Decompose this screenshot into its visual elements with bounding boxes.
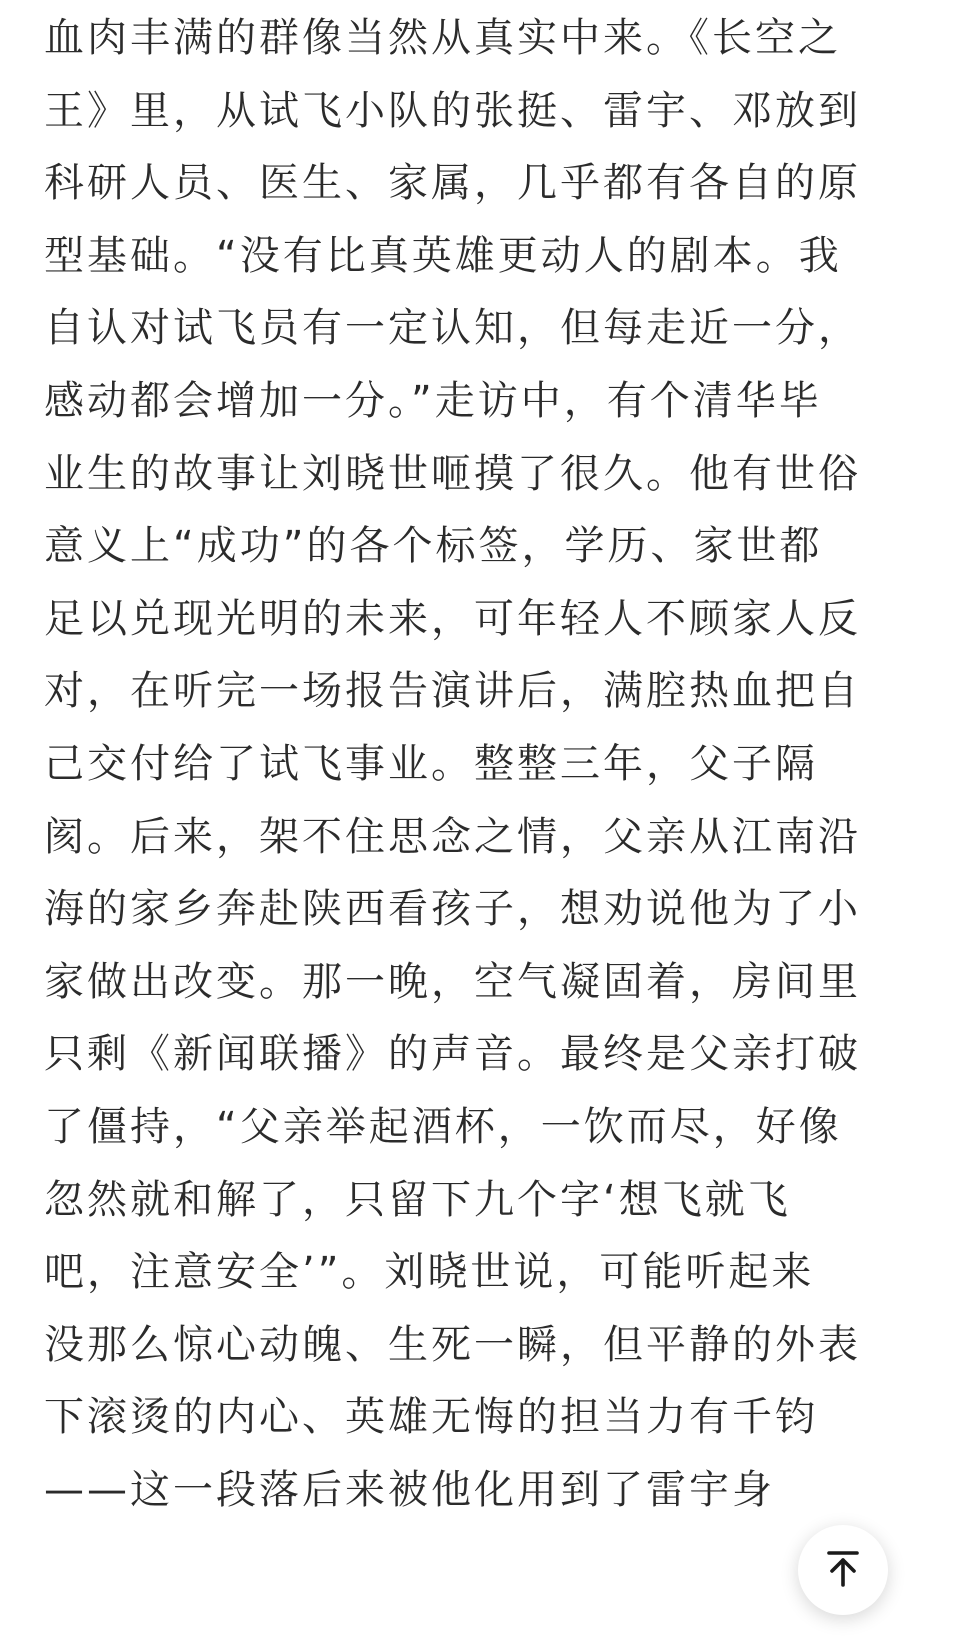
article-line: 足以兑现光明的未来，可年轻人不顾家人反 [44,595,861,642]
article-line: ——这一段落后来被他化用到了雷宇身 [44,1466,775,1513]
article-line: 意义上“成功”的各个标签，学历、家世都 [44,523,823,570]
article-line: 感动都会增加一分。”走访中，有个清华毕 [44,377,822,424]
article-line: 没那么惊心动魄、生死一瞬，但平静的外表 [44,1321,861,1368]
arrow-up-to-line-icon [821,1546,865,1594]
article-body [44,2,924,1526]
article-line: 科研人员、医生、家属，几乎都有各自的原 [44,160,861,207]
article-line: 海的家乡奔赴陕西看孩子，想劝说他为了小 [44,886,861,933]
article-line: 血肉丰满的群像当然从真实中来。《长空之 [44,15,841,61]
article-line: 忽然就和解了，只留下九个字‘想飞就飞 [44,1176,791,1223]
article-line: 只剩《新闻联播》的声音。最终是父亲打破 [44,1031,861,1078]
article-line: 吧，注意安全’”。刘晓世说，可能听起来 [44,1249,815,1296]
article-line: 型基础。“没有比真英雄更动人的剧本。我 [44,232,842,279]
article-line: 己交付给了试飞事业。整整三年，父子隔 [44,740,818,787]
article-line: 业生的故事让刘晓世咂摸了很久。他有世俗 [44,450,861,497]
article-line: 了僵持，“父亲举起酒杯，一饮而尽，好像 [44,1103,842,1150]
article-line: 家做出改变。那一晚，空气凝固着，房间里 [44,958,861,1005]
article-line: 王》里，从试飞小队的张挺、雷宇、邓放到 [44,87,861,134]
article-line: 阂。后来，架不住思念之情，父亲从江南沿 [44,813,861,860]
article-line: 对，在听完一场报告演讲后，满腔热血把自 [44,668,861,715]
scroll-to-top-button[interactable] [798,1525,888,1615]
article-line: 下滚烫的内心、英雄无悔的担当力有千钧 [44,1394,818,1441]
article-line: 自认对试飞员有一定认知，但每走近一分， [44,305,861,352]
